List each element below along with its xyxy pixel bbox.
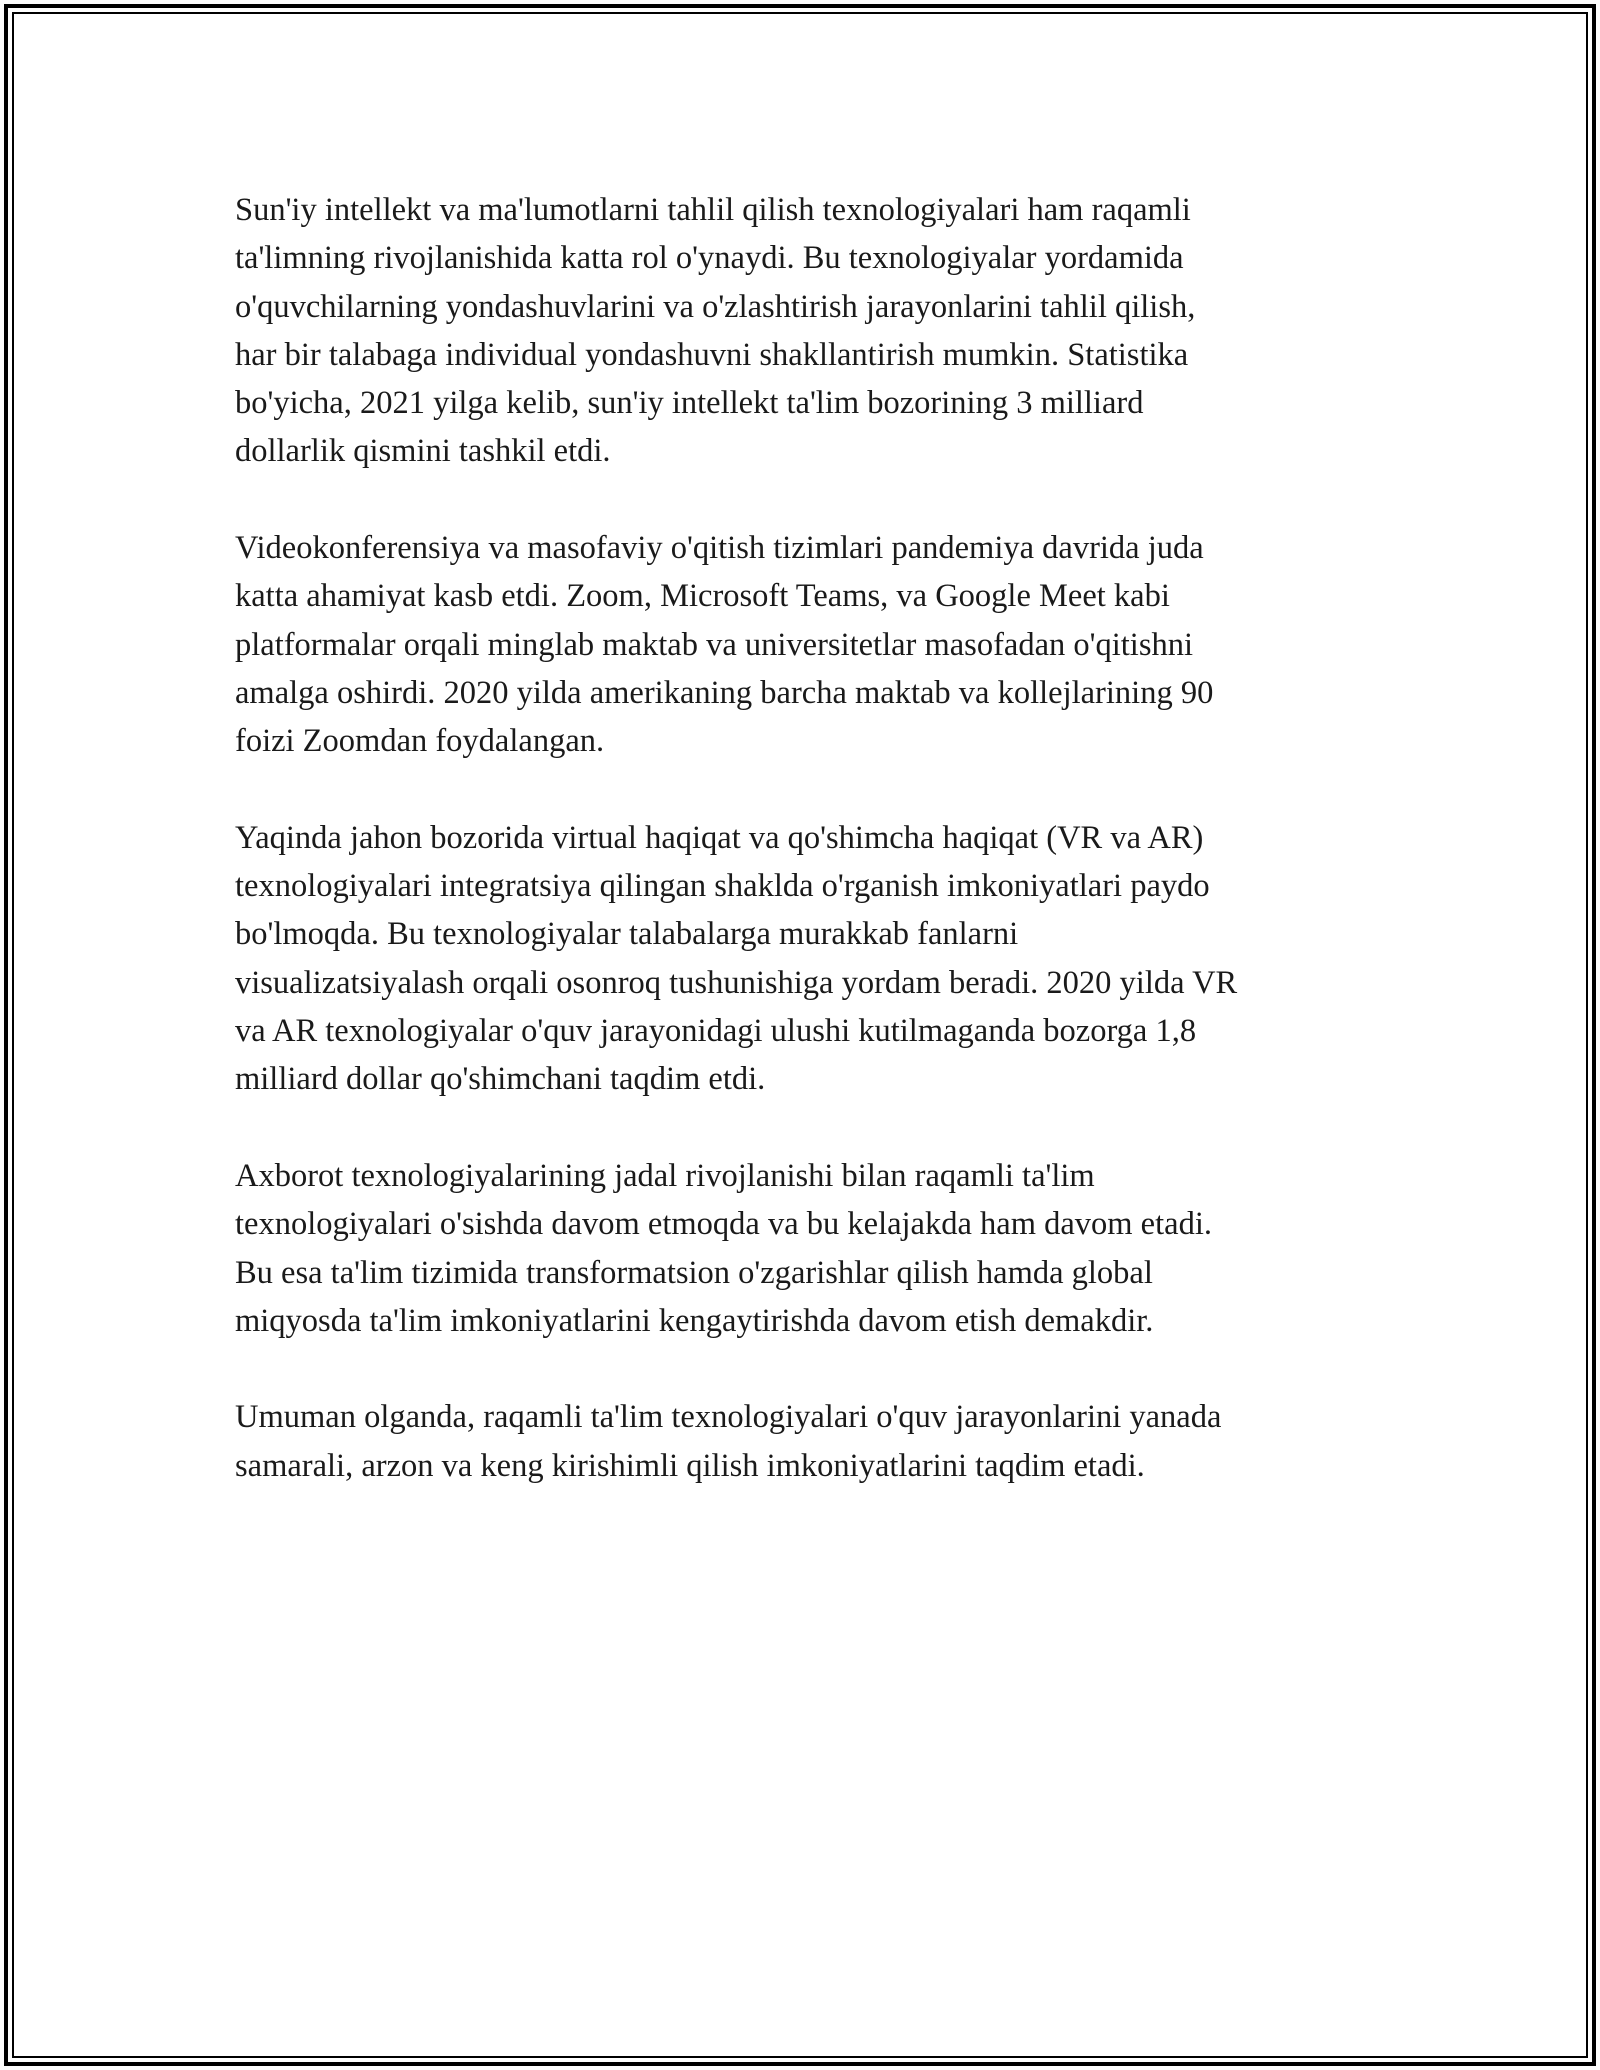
paragraph-videoconferencing: Videokonferensiya va masofaviy o'qitish tizimlari pandemiya davrida juda katta ahamiyat kasb etdi. Zoom, Microsoft Teams, va Google Meet kabi platformalar orqali minglab maktab va universitetlar masofadan o'qitishni amalga oshirdi. 2020 yilda amerikaning barcha maktab va kollejlarining 90 foizi Zoomdan foydalangan. [235,530,1214,760]
document-body [235,186,1380,1538]
paragraph-vr-ar: Yaqinda jahon bozorida virtual haqiqat va qo'shimcha haqiqat (VR va AR) texnologiyalari integratsiya qilingan shaklda o'rganish imkoniyatlari paydo bo'lmoqda. Bu texnologiyalar talabalarga murakkab fanlarni visualizatsiyalash orqali osonroq tushunishiga yordam beradi. 2020 yilda VR va AR texnologiyalar o'quv jarayonidagi ulushi kutilmaganda bozorga 1,8 milliard dollar qo'shimchani taqdim etdi. [235,819,1238,1098]
paragraph-ai-analytics: Sun'iy intellekt va ma'lumotlarni tahlil qilish texnologiyalari ham raqamli ta'limning rivojlanishida katta rol o'ynaydi. Bu texnologiyalar yordamida o'quvchilarning yondashuvlarini va o'zlashtirish jarayonlarini tahlil qilish, har bir talabaga individual yondashuvni shakllantirish mumkin. Statistika bo'yicha, 2021 yilga kelib, sun'iy intellekt ta'lim bozorining 3 milliard dollarlik qismini tashkil etdi. [235,192,1196,470]
paragraph-it-development: Axborot texnologiyalarining jadal rivojlanishi bilan raqamli ta'lim texnologiyalari o'sishda davom etmoqda va bu kelajakda ham davom etadi. Bu esa ta'lim tizimida transformatsion o'zgarishlar qilish hamda global miqyosda ta'lim imkoniyatlarini kengaytirishda davom etish demakdir. [235,1157,1212,1339]
paragraph-conclusion: Umuman olganda, raqamli ta'lim texnologiyalari o'quv jarayonlarini yanada samarali, arzon va keng kirishimli qilish imkoniyatlarini taqdim etadi. [235,1399,1222,1484]
